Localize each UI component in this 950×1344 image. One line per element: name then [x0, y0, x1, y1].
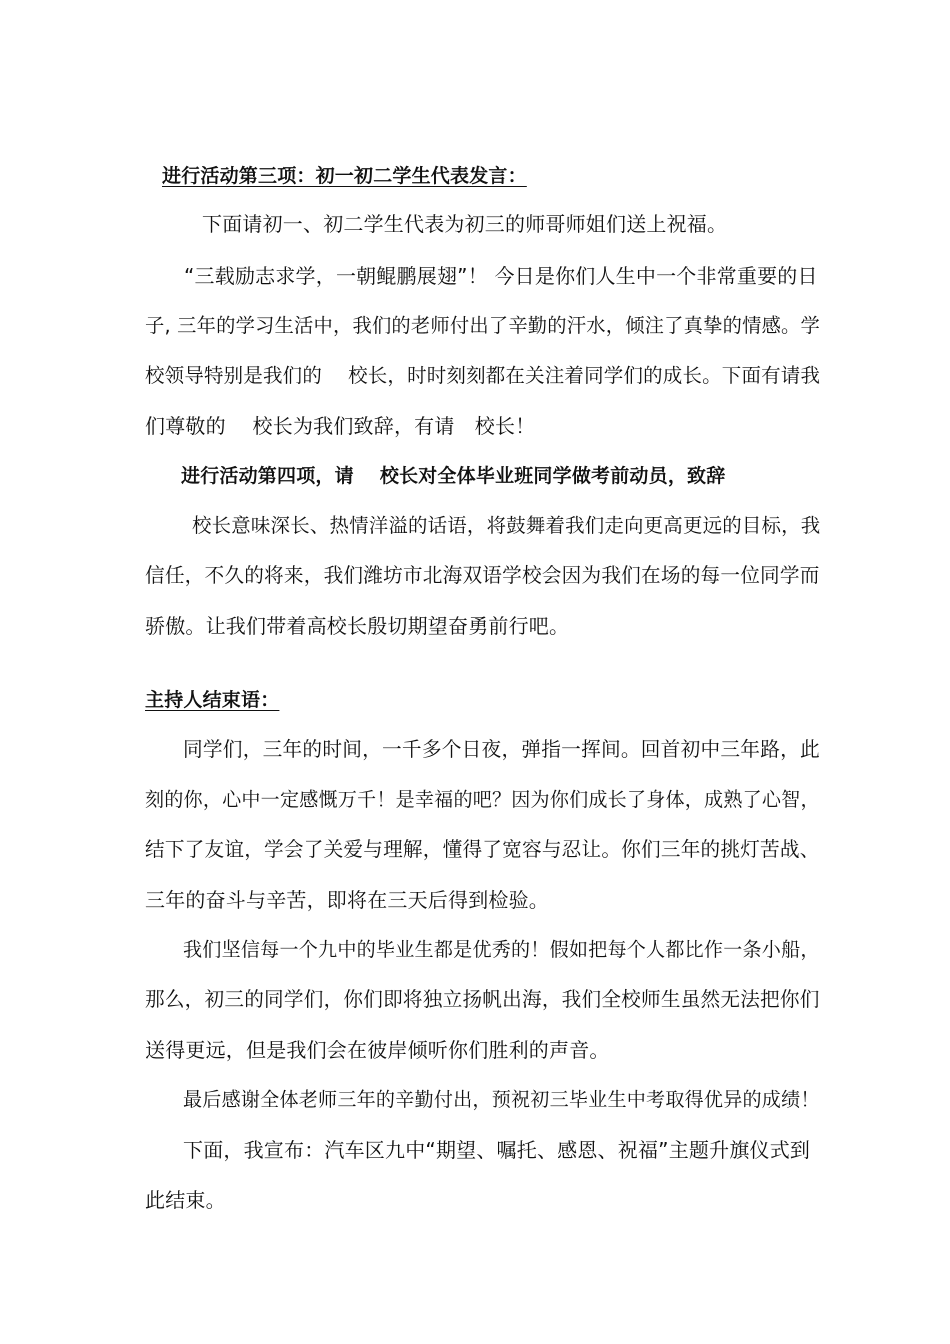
paragraph-line: 下面请初一、初二学生代表为初三的师哥师姐们送上祝福。 — [202, 212, 728, 236]
paragraph-line: 骄傲。让我们带着高校长殷切期望奋勇前行吧。 — [145, 614, 570, 638]
paragraph-line: 子, 三年的学习生活中，我们的老师付出了辛勤的汗水，倾注了真挚的情感。学 — [145, 314, 821, 337]
paragraph-line: 下面，我宣布：汽车区九中“期望、嘱托、感恩、祝福”主题升旗仪式到 — [183, 1138, 811, 1162]
paragraph-line: 校领导特别是我们的 校长，时时刻刻都在关注着同学们的成长。下面有请我 — [145, 364, 821, 387]
section3-heading: 进行活动第三项：初一初二学生代表发言： — [162, 165, 527, 187]
paragraph-line: 校长意味深长、热情洋溢的话语，将鼓舞着我们走向更高更远的目标，我 — [192, 514, 821, 537]
paragraph-line: 结下了友谊，学会了关爱与理解，懂得了宽容与忍让。你们三年的挑灯苦战、 — [145, 838, 820, 861]
paragraph-line: 最后感谢全体老师三年的辛勤付出，预祝初三毕业生中考取得优异的成绩！ — [183, 1088, 820, 1111]
section4-heading: 进行活动第四项，请 校长对全体毕业班同学做考前动员，致辞 — [181, 465, 726, 487]
paragraph-line: 三年的奋斗与辛苦，即将在三天后得到检验。 — [145, 888, 549, 912]
paragraph-line: 我们坚信每一个九中的毕业生都是优秀的！假如把每个人都比作一条小船， — [183, 938, 820, 961]
paragraph-line: 刻的你，心中一定感慨万千！是幸福的吧？因为你们成长了身体，成熟了心智， — [145, 788, 820, 811]
closing-heading: 主持人结束语： — [145, 689, 280, 711]
paragraph-line: 信任，不久的将来，我们潍坊市北海双语学校会因为我们在场的每一位同学而 — [145, 564, 820, 587]
paragraph-line: “三载励志求学，一朝鲲鹏展翅”！ 今日是你们人生中一个非常重要的日 — [184, 264, 818, 288]
paragraph-line: 同学们，三年的时间，一千多个日夜，弹指一挥间。回首初中三年路，此 — [183, 738, 820, 761]
paragraph-line: 此结束。 — [145, 1188, 226, 1212]
paragraph-line: 那么，初三的同学们，你们即将独立扬帆出海，我们全校师生虽然无法把你们 — [145, 988, 820, 1011]
paragraph-line: 们尊敬的 校长为我们致辞，有请 校长！ — [145, 414, 536, 438]
paragraph-line: 送得更远，但是我们会在彼岸倾听你们胜利的声音。 — [145, 1038, 610, 1062]
